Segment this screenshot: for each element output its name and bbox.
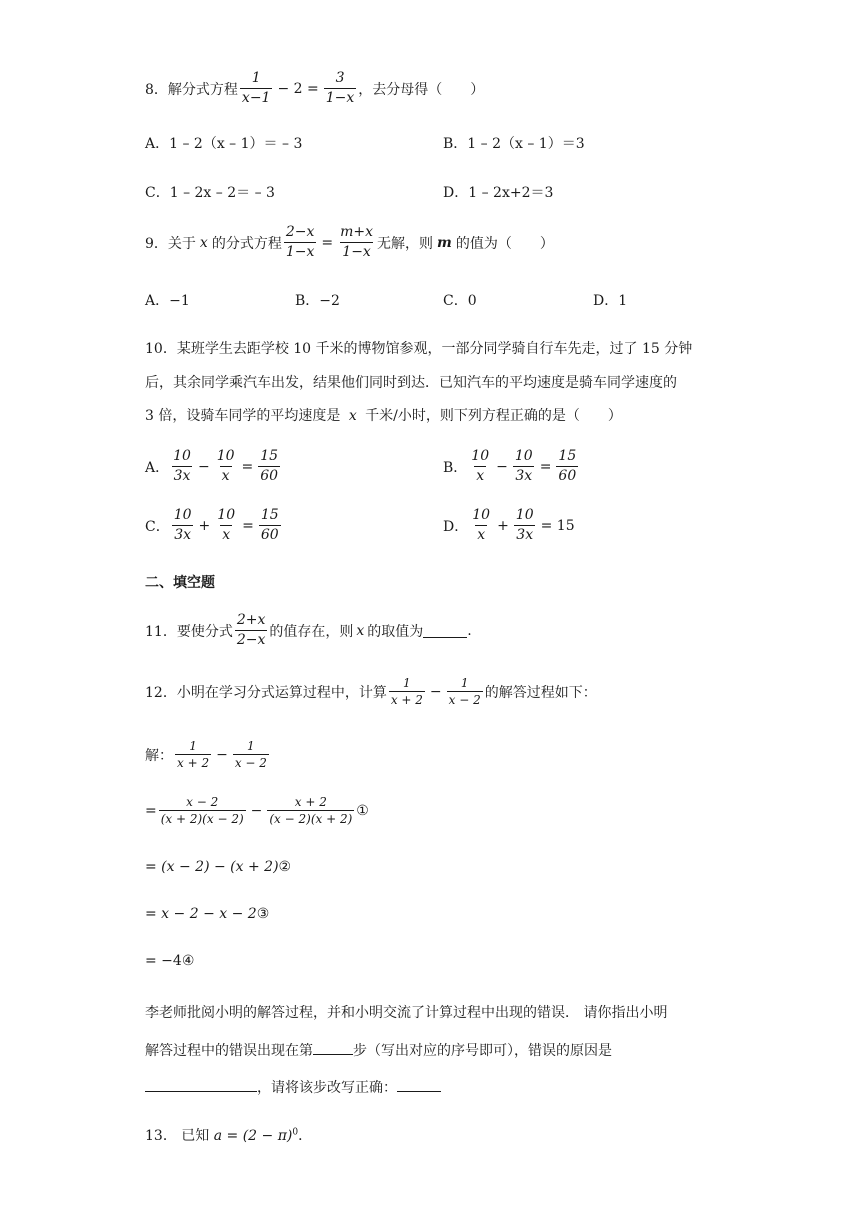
q12-step-blank[interactable] xyxy=(313,1040,353,1055)
q8-number: 8． xyxy=(145,81,168,98)
q10-option-c: C． $\frac{10}{3x}$ + $\frac{10}{x}$ = $\frac{15}{60}$ xyxy=(145,507,279,543)
step-2-marker: ② xyxy=(278,859,292,875)
q12-fraction-2: $\frac{1}{x - 2}$ xyxy=(448,676,481,707)
q8-option-b: B．1 – 2（x – 1）＝3 xyxy=(443,136,585,152)
q13-number: 13． xyxy=(145,1128,177,1144)
q12-para-line2: 解答过程中的错误出现在第 步（写出对应的序号即可），错误的原因是 xyxy=(145,1040,612,1060)
q9-option-a: A．−1 xyxy=(145,293,190,309)
q11-number: 11． xyxy=(145,623,177,640)
q12-fraction-1: $\frac{1}{x + 2}$ xyxy=(390,676,423,707)
q8-stem xyxy=(145,70,484,107)
q8-fraction-2: $\frac{3}{1-x}$ xyxy=(325,70,355,106)
q10-number: 10． xyxy=(145,341,177,357)
q10-line2: 后，其余同学乘汽车出发，结果他们同时到达．已知汽车的平均速度是骑车同学速度的 xyxy=(145,375,677,391)
q10-line3: 3 倍，设骑车同学的平均速度是 x 千米/小时，则下列方程正确的是（ ） xyxy=(145,408,622,424)
q11-stem: 11． 要使分式 $\frac{2+x}{2-x}$ 的值存在，则 x 的取值为 . xyxy=(145,612,472,648)
q11-answer-blank[interactable] xyxy=(423,623,467,638)
q10-option-d: D． $\frac{10}{x}$ + $\frac{10}{3x}$ = 15 xyxy=(443,507,575,543)
q12-stem: 12． 小明在学习分式运算过程中，计算 $\frac{1}{x + 2}$ − $\frac{1}{x - 2}$ 的解答过程如下： xyxy=(145,676,597,707)
q8-option-d: D．1 – 2x+2＝3 xyxy=(443,185,554,201)
step-4-marker: ④ xyxy=(181,953,195,969)
q9-fraction-1: $\frac{2-x}{1-x}$ xyxy=(285,224,315,260)
q10-option-b: B． $\frac{10}{x}$ − $\frac{10}{3x}$ = $\frac{15}{60}$ xyxy=(443,448,577,484)
q9-option-c: C．0 xyxy=(443,293,477,309)
q8-fraction-1: $\frac{1}{x-1}$ xyxy=(241,70,271,106)
q9-stem: 9． 关于 x 的分式方程 $\frac{2-x}{1-x}$ = $\frac{m+x}{1-x}$ 无解，则 m 的值为（ ） xyxy=(145,224,554,260)
q8-option-c: C．1 – 2x – 2＝ – 3 xyxy=(145,185,275,201)
q12-step-1: = $\frac{x - 2}{(x + 2)(x - 2)}$ − $\frac{x + 2}{(x - 2)(x + 2)}$ ① xyxy=(145,795,369,826)
q8-option-a: A．1 – 2（x – 1）＝ – 3 xyxy=(145,136,303,152)
q10-line1: 10．某班学生去距学校 10 千米的博物馆参观，一部分同学骑自行车先走，过了 15 分钟 xyxy=(145,341,693,357)
q9-fraction-2: $\frac{m+x}{1-x}$ xyxy=(340,224,374,260)
q12-solution-start: 解： $\frac{1}{x + 2}$ − $\frac{1}{x - 2}$ xyxy=(145,739,267,770)
q8-prefix: 解分式方程 xyxy=(167,81,238,98)
section-title: 二、填空题 xyxy=(145,575,215,591)
q12-step-3: = x − 2 − x − 2③ xyxy=(145,906,270,922)
q9-option-b: B．−2 xyxy=(295,293,340,309)
q9-number: 9． xyxy=(145,235,168,252)
q12-para-line3: ，请将该步改写正确： xyxy=(145,1077,441,1097)
q12-para-line1: 李老师批阅小明的解答过程，并和小明交流了计算过程中出现的错误． 请你指出小明 xyxy=(145,1005,668,1021)
q8-suffix: ，去分母得（ ） xyxy=(358,81,485,98)
q13-stem: 13． 已知 $a = (2 - \pi)^0$． xyxy=(145,1127,313,1144)
q8-eq-mid: − 2 = xyxy=(277,80,319,97)
step-1-marker: ① xyxy=(356,802,369,819)
q12-reason-blank[interactable] xyxy=(145,1077,257,1092)
q10-option-a: A． $\frac{10}{3x}$ − $\frac{10}{x}$ = $\frac{15}{60}$ xyxy=(145,448,279,484)
q12-number: 12． xyxy=(145,684,177,701)
q13-expression: a = (2 − π) xyxy=(213,1128,293,1144)
q9-option-d: D．1 xyxy=(593,293,628,309)
q12-step-4: = −4④ xyxy=(145,953,195,969)
q11-fraction: $\frac{2+x}{2-x}$ xyxy=(236,612,266,648)
q12-correction-blank[interactable] xyxy=(397,1077,441,1092)
q12-step-2: = (x − 2) − (x + 2)② xyxy=(145,859,292,875)
step-3-marker: ③ xyxy=(256,906,270,922)
